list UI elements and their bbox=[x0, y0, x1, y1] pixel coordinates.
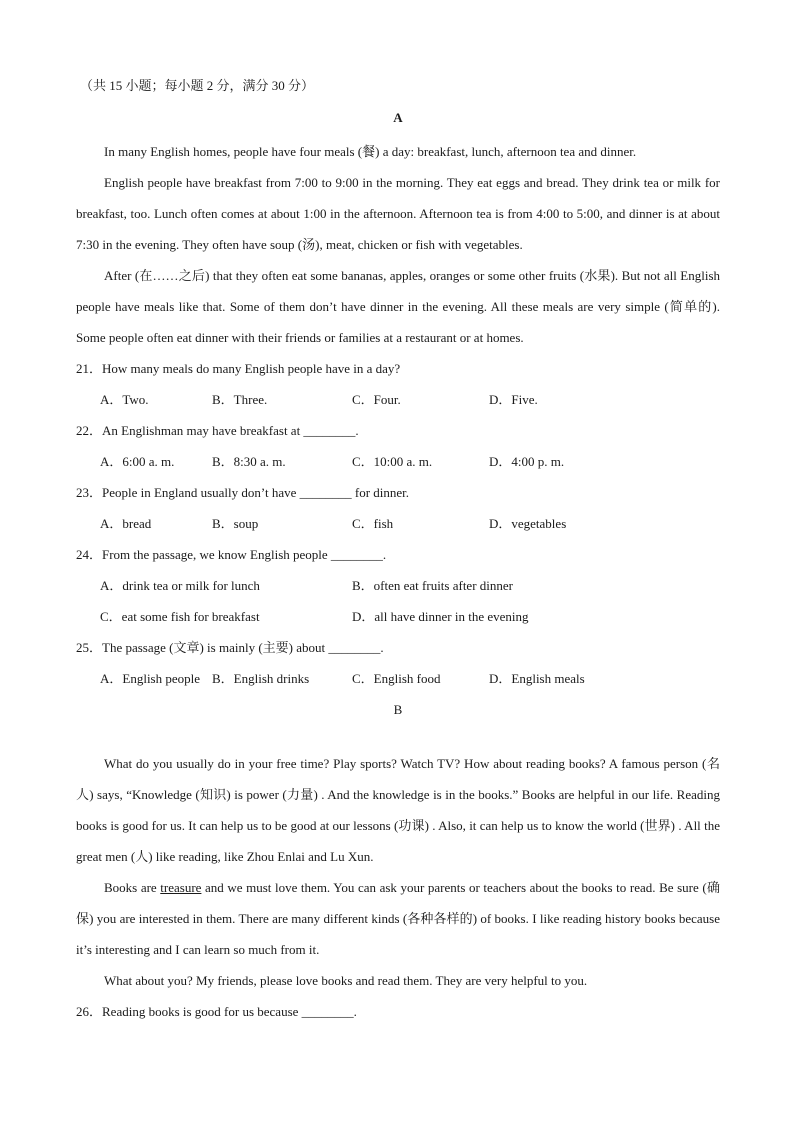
passage-b-p2-before: Books are bbox=[104, 880, 161, 895]
section-a-title: A bbox=[393, 110, 403, 125]
q22-option-b: B．8:30 a. m. bbox=[212, 454, 286, 469]
q25-option-a: A．English people bbox=[100, 671, 201, 686]
question-23: 23．People in England usually don’t have ________ for dinner. bbox=[76, 485, 410, 500]
q23-option-c: C．fish bbox=[352, 516, 394, 531]
worksheet-content bbox=[76, 78, 720, 1027]
question-22: 22．An Englishman may have breakfast at ________. bbox=[76, 423, 359, 438]
q24-option-c: C．eat some fish for breakfast bbox=[100, 609, 260, 624]
question-21: 21．How many meals do many English people have in a day? bbox=[76, 361, 401, 376]
question-24: 24．From the passage, we know English people ________. bbox=[76, 547, 387, 562]
question-21-options bbox=[100, 384, 720, 415]
q21-option-a: A．Two. bbox=[100, 392, 149, 407]
q21-option-b: B．Three. bbox=[212, 392, 268, 407]
section-instructions: （共 15 小题；每小题 2 分，满分 30 分） bbox=[80, 78, 315, 93]
passage-b-paragraph-1: What do you usually do in your free time? Play sports? Watch TV? How about reading books? A famous person (名人) says, “Knowledge (知识) is power (力量) . And the knowledge is in the books.” Books are helpful in our life. Reading books is good for us. It can help us to be good at our lessons (功课) . Also, it can help us to know the world (世界) . All the great men (人) like reading, like Zhou Enlai and Lu Xun. bbox=[76, 756, 720, 864]
q24-option-d: D．all have dinner in the evening bbox=[352, 609, 529, 624]
q25-option-b: B．English drinks bbox=[212, 671, 310, 686]
q22-option-c: C．10:00 a. m. bbox=[352, 454, 433, 469]
q25-option-d: D．English meals bbox=[489, 671, 585, 686]
question-24-options-row-2 bbox=[100, 601, 720, 632]
q21-option-c: C．Four. bbox=[352, 392, 401, 407]
question-24-options-row-1 bbox=[100, 570, 720, 601]
passage-a-paragraph-1: In many English homes, people have four meals (餐) a day: breakfast, lunch, afternoon tea and dinner. bbox=[104, 144, 637, 159]
question-25-options bbox=[100, 663, 720, 694]
question-23-options bbox=[100, 508, 720, 539]
question-22-options bbox=[100, 446, 720, 477]
section-b-title: B bbox=[393, 702, 403, 717]
passage-b-p2-after: and we must love them. You can ask your parents or teachers about the books to read. Be sure (确保) you are interested in them. There are many different kinds (各种各样的) of books. I like reading history books because it’s interesting and I can learn so much from it. bbox=[76, 880, 720, 957]
question-26: 26．Reading books is good for us because ________. bbox=[76, 1004, 357, 1019]
q24-option-b: B．often eat fruits after dinner bbox=[352, 578, 513, 593]
passage-a-paragraph-2: English people have breakfast from 7:00 to 9:00 in the morning. They eat eggs and bread. They drink tea or milk for breakfast, too. Lunch often comes at about 1:00 in the afternoon. Afternoon tea is from 4:00 to 5:00, and dinner is at about 7:30 in the evening. They often have soup (汤), meat, chicken or fish with vegetables. bbox=[76, 175, 720, 252]
q23-option-a: A．bread bbox=[100, 516, 152, 531]
passage-b-paragraph-3: What about you? My friends, please love books and read them. They are very helpful to you. bbox=[104, 973, 588, 988]
q24-option-a: A．drink tea or milk for lunch bbox=[100, 578, 260, 593]
q22-option-a: A．6:00 a. m. bbox=[100, 454, 175, 469]
passage-b-paragraph-2 bbox=[76, 872, 720, 965]
q23-option-b: B．soup bbox=[212, 516, 259, 531]
q25-option-c: C．English food bbox=[352, 671, 441, 686]
underlined-word-treasure: treasure bbox=[160, 880, 202, 895]
passage-a-paragraph-3: After (在……之后) that they often eat some bananas, apples, oranges or some other fruits (水果). But not all English people have meals like that. Some of them don’t have dinner in the evening. All these meals are very simple (简单的). Some people often eat dinner with their friends or families at a restaurant or at homes. bbox=[76, 268, 720, 345]
question-25: 25．The passage (文章) is mainly (主要) about ________. bbox=[76, 640, 384, 655]
q21-option-d: D．Five. bbox=[489, 392, 538, 407]
q22-option-d: D．4:00 p. m. bbox=[489, 454, 565, 469]
q23-option-d: D．vegetables bbox=[489, 516, 567, 531]
